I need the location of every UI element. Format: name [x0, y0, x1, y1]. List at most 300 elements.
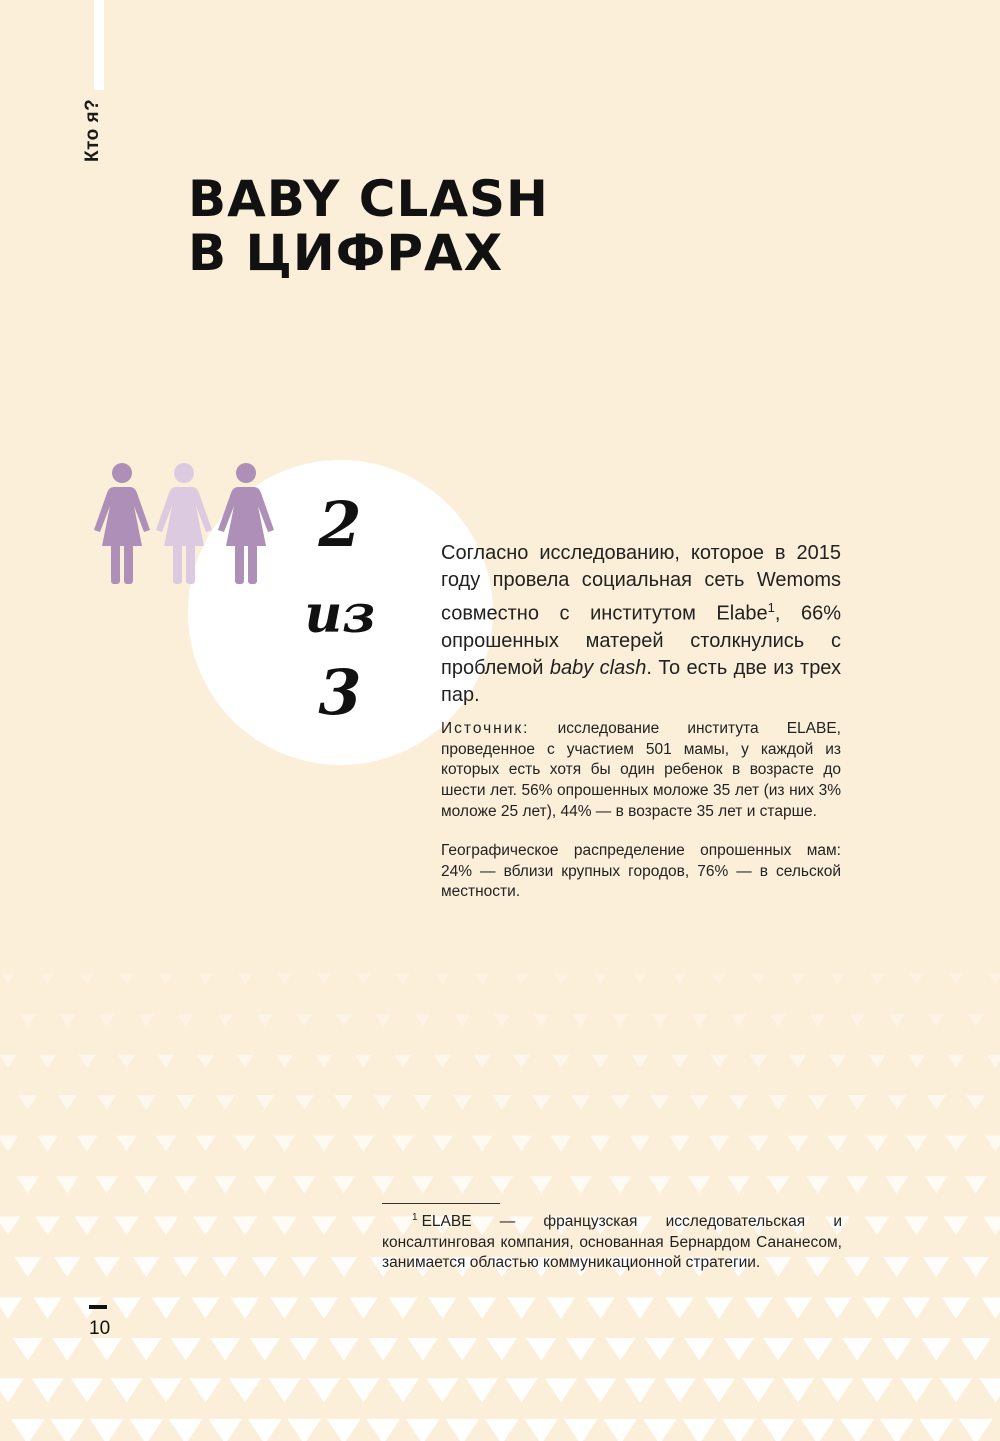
- pattern-triangle: [251, 1257, 278, 1277]
- pattern-triangle: [490, 1176, 513, 1193]
- pattern-triangle: [980, 1378, 1000, 1402]
- pattern-triangle: [690, 1095, 709, 1110]
- pattern-triangle: [671, 1055, 689, 1068]
- pattern-triangle: [295, 1095, 314, 1110]
- pattern-triangle: [547, 1297, 575, 1318]
- pattern-triangle: [507, 1297, 535, 1318]
- women-icons: [92, 462, 278, 586]
- pattern-triangle: [868, 1055, 886, 1068]
- pattern-triangle: [37, 1136, 58, 1152]
- pattern-triangle: [174, 1176, 197, 1193]
- pattern-triangle: [801, 1419, 835, 1441]
- pattern-triangle: [703, 1378, 735, 1402]
- pattern-triangle: [883, 1257, 910, 1277]
- pattern-triangle: [76, 1136, 97, 1152]
- pattern-triangle: [645, 1338, 675, 1361]
- page-number: 10: [89, 1318, 111, 1339]
- pattern-triangle: [138, 1014, 154, 1026]
- pattern-triangle: [454, 1014, 470, 1026]
- pattern-triangle: [374, 1095, 393, 1110]
- pattern-triangle: [989, 974, 1000, 985]
- pattern-triangle: [750, 1055, 768, 1068]
- pattern-triangle: [487, 1338, 517, 1361]
- page-number-bar: [89, 1305, 107, 1309]
- decorative-bar: [94, 0, 104, 90]
- pattern-triangle: [605, 1338, 635, 1361]
- pattern-triangle: [961, 1338, 991, 1361]
- pattern-triangle: [389, 1297, 417, 1318]
- pattern-triangle: [829, 1055, 847, 1068]
- pattern-triangle: [212, 1257, 239, 1277]
- pattern-triangle: [530, 1176, 553, 1193]
- pattern-triangle: [664, 1378, 696, 1402]
- pattern-triangle: [566, 1338, 596, 1361]
- pattern-triangle: [629, 1136, 650, 1152]
- pattern-triangle: [52, 1338, 82, 1361]
- pattern-triangle: [372, 1176, 395, 1193]
- pattern-triangle: [808, 1095, 827, 1110]
- pattern-triangle: [80, 974, 94, 985]
- pattern-triangle: [949, 974, 963, 985]
- pattern-triangle: [906, 1136, 927, 1152]
- pattern-triangle: [722, 1419, 756, 1441]
- pattern-triangle: [131, 1338, 161, 1361]
- pattern-triangle: [806, 1176, 829, 1193]
- source-paragraph: [441, 719, 841, 823]
- pattern-triangle: [885, 1176, 908, 1193]
- pattern-triangle: [178, 1014, 194, 1026]
- pattern-triangle: [966, 1095, 985, 1110]
- pattern-triangle: [234, 1136, 255, 1152]
- pattern-triangle: [97, 1095, 116, 1110]
- pattern-triangle: [114, 1217, 139, 1236]
- pattern-triangle: [959, 1419, 993, 1441]
- pattern-triangle: [761, 1419, 795, 1441]
- pattern-triangle: [13, 1338, 43, 1361]
- pattern-triangle: [120, 974, 134, 985]
- pattern-triangle: [665, 1297, 693, 1318]
- pattern-triangle: [0, 1378, 24, 1402]
- pattern-triangle: [229, 1378, 261, 1402]
- pattern-triangle: [413, 1095, 432, 1110]
- footnote-text: ELABE — французская исследовательская и консалтинговая компания, основанная Бернардом Сананесом, занимается областью коммуникационной стратегии.: [382, 1213, 842, 1272]
- pattern-triangle: [724, 1338, 754, 1361]
- pattern-triangle: [947, 1055, 965, 1068]
- pattern-triangle: [16, 1176, 39, 1193]
- pattern-triangle: [427, 1378, 459, 1402]
- pattern-triangle: [968, 1014, 984, 1026]
- pattern-triangle: [392, 1136, 413, 1152]
- pattern-triangle: [691, 1014, 707, 1026]
- pattern-triangle: [208, 1419, 242, 1441]
- pattern-triangle: [436, 974, 450, 985]
- pattern-triangle: [330, 1257, 357, 1277]
- pattern-triangle: [848, 1095, 867, 1110]
- pattern-triangle: [59, 1014, 75, 1026]
- pattern-triangle: [270, 1297, 298, 1318]
- pattern-triangle: [810, 1014, 826, 1026]
- pattern-triangle: [269, 1378, 301, 1402]
- pattern-triangle: [524, 1419, 558, 1441]
- pattern-triangle: [942, 1297, 970, 1318]
- pattern-triangle: [248, 1419, 282, 1441]
- pattern-triangle: [310, 1297, 338, 1318]
- pattern-triangle: [769, 1095, 788, 1110]
- pattern-triangle: [908, 1055, 926, 1068]
- pattern-triangle: [155, 1136, 176, 1152]
- stat-word-of: из: [304, 584, 376, 645]
- pattern-triangle: [231, 1297, 259, 1318]
- pattern-triangle: [803, 1338, 833, 1361]
- source-lead: Источник:: [441, 720, 530, 737]
- pattern-triangle: [171, 1338, 201, 1361]
- pattern-triangle: [849, 1014, 865, 1026]
- stat-number-three: 3: [318, 656, 362, 729]
- pattern-triangle: [1, 974, 15, 985]
- pattern-triangle: [434, 1055, 452, 1068]
- pattern-triangle: [708, 1136, 729, 1152]
- main-text-1: Согласно исследованию, которое в 2015 году провела социальная сеть Wemoms совместно с институтом Elabe: [441, 542, 841, 625]
- pattern-triangle: [71, 1378, 103, 1402]
- pattern-triangle: [92, 1338, 122, 1361]
- footnote-number: 1: [412, 1212, 418, 1223]
- pattern-triangle: [291, 1257, 318, 1277]
- pattern-triangle: [375, 1014, 391, 1026]
- pattern-triangle: [564, 1419, 598, 1441]
- pattern-triangle: [428, 1297, 456, 1318]
- pattern-triangle: [18, 1095, 37, 1110]
- pattern-triangle: [861, 1378, 893, 1402]
- pattern-triangle: [471, 1136, 492, 1152]
- pattern-triangle: [603, 1419, 637, 1441]
- pattern-triangle: [368, 1338, 398, 1361]
- pattern-triangle: [494, 1014, 510, 1026]
- pattern-triangle: [129, 1419, 163, 1441]
- pattern-triangle: [648, 1176, 671, 1193]
- pattern-triangle: [133, 1257, 160, 1277]
- pattern-triangle: [744, 1297, 772, 1318]
- pattern-triangle: [278, 974, 292, 985]
- pattern-triangle: [33, 1297, 61, 1318]
- pattern-triangle: [763, 1338, 793, 1361]
- pattern-triangle: [78, 1055, 96, 1068]
- pattern-triangle: [0, 1055, 17, 1068]
- main-paragraph: [441, 540, 841, 709]
- pattern-triangle: [308, 1378, 340, 1402]
- pattern-triangle: [511, 1136, 532, 1152]
- pattern-triangle: [492, 1095, 511, 1110]
- triangle-pattern: [0, 960, 1000, 1441]
- pattern-triangle: [787, 1136, 808, 1152]
- pattern-triangle: [727, 1176, 750, 1193]
- pattern-triangle: [0, 1217, 20, 1236]
- pattern-triangle: [334, 1095, 353, 1110]
- pattern-triangle: [987, 1055, 1000, 1068]
- pattern-triangle: [904, 1217, 929, 1236]
- pattern-triangle: [451, 1176, 474, 1193]
- pattern-triangle: [394, 1055, 412, 1068]
- pattern-triangle: [159, 974, 173, 985]
- pattern-triangle: [887, 1095, 906, 1110]
- pattern-triangle: [135, 1176, 158, 1193]
- pattern-triangle: [287, 1419, 321, 1441]
- pattern-triangle: [315, 1055, 333, 1068]
- pattern-triangle: [90, 1419, 124, 1441]
- pattern-triangle: [327, 1419, 361, 1441]
- pattern-triangle: [445, 1419, 479, 1441]
- pattern-triangle: [921, 1338, 951, 1361]
- pattern-triangle: [919, 1419, 953, 1441]
- pattern-triangle: [823, 1297, 851, 1318]
- pattern-triangle: [157, 1055, 175, 1068]
- pattern-triangle: [406, 1419, 440, 1441]
- pattern-triangle: [983, 1217, 1000, 1236]
- pattern-triangle: [545, 1378, 577, 1402]
- pattern-triangle: [32, 1378, 64, 1402]
- pattern-triangle: [550, 1136, 571, 1152]
- pattern-triangle: [866, 1136, 887, 1152]
- pattern-triangle: [846, 1176, 869, 1193]
- pattern-triangle: [923, 1257, 950, 1277]
- section-label: Кто я?: [82, 98, 103, 162]
- pattern-triangle: [118, 1055, 136, 1068]
- pattern-triangle: [633, 974, 647, 985]
- pattern-triangle: [652, 1014, 668, 1026]
- pattern-triangle: [233, 1217, 258, 1236]
- pattern-triangle: [928, 1014, 944, 1026]
- pattern-triangle: [612, 1014, 628, 1026]
- pattern-triangle: [313, 1136, 334, 1152]
- woman-icon: [218, 463, 274, 584]
- pattern-triangle: [366, 1419, 400, 1441]
- pattern-triangle: [253, 1176, 276, 1193]
- pattern-triangle: [353, 1136, 374, 1152]
- pattern-triangle: [289, 1338, 319, 1361]
- pattern-triangle: [195, 1136, 216, 1152]
- pattern-triangle: [357, 974, 371, 985]
- pattern-triangle: [822, 1378, 854, 1402]
- pattern-triangle: [611, 1095, 630, 1110]
- pattern-triangle: [782, 1378, 814, 1402]
- pattern-triangle: [571, 1095, 590, 1110]
- pattern-triangle: [408, 1338, 438, 1361]
- pattern-triangle: [789, 1055, 807, 1068]
- pattern-triangle: [889, 1014, 905, 1026]
- pattern-triangle: [590, 1136, 611, 1152]
- pattern-triangle: [748, 1136, 769, 1152]
- pattern-triangle: [415, 1014, 431, 1026]
- pattern-triangle: [56, 1176, 79, 1193]
- pattern-triangle: [554, 974, 568, 985]
- pattern-triangle: [453, 1095, 472, 1110]
- pattern-triangle: [673, 974, 687, 985]
- pattern-triangle: [137, 1095, 156, 1110]
- pattern-triangle: [0, 1136, 19, 1152]
- pattern-triangle: [791, 974, 805, 985]
- pattern-triangle: [351, 1217, 376, 1236]
- pattern-triangle: [927, 1095, 946, 1110]
- pattern-triangle: [569, 1176, 592, 1193]
- pattern-triangle: [468, 1297, 496, 1318]
- pattern-triangle: [210, 1338, 240, 1361]
- pattern-triangle: [844, 1257, 871, 1277]
- pattern-triangle: [41, 974, 55, 985]
- footnote-ref: 1: [767, 600, 775, 615]
- pattern-triangle: [197, 1055, 215, 1068]
- pattern-triangle: [93, 1257, 120, 1277]
- pattern-triangle: [705, 1297, 733, 1318]
- pattern-triangle: [585, 1378, 617, 1402]
- pattern-triangle: [684, 1338, 714, 1361]
- pattern-triangle: [831, 974, 845, 985]
- pattern-triangle: [312, 1217, 337, 1236]
- pattern-triangle: [592, 1055, 610, 1068]
- pattern-triangle: [485, 1419, 519, 1441]
- pattern-triangle: [902, 1297, 930, 1318]
- pattern-triangle: [293, 1176, 316, 1193]
- pattern-triangle: [743, 1378, 775, 1402]
- pattern-triangle: [172, 1257, 199, 1277]
- pattern-triangle: [54, 1257, 81, 1277]
- pattern-triangle: [50, 1419, 84, 1441]
- footnote-divider: [382, 1203, 500, 1204]
- pattern-triangle: [20, 1014, 36, 1026]
- pattern-triangle: [349, 1297, 377, 1318]
- pattern-triangle: [238, 974, 252, 985]
- pattern-triangle: [882, 1338, 912, 1361]
- pattern-triangle: [466, 1378, 498, 1402]
- pattern-triangle: [962, 1257, 989, 1277]
- pattern-triangle: [710, 1055, 728, 1068]
- pattern-triangle: [650, 1095, 669, 1110]
- pattern-triangle: [669, 1136, 690, 1152]
- pattern-triangle: [276, 1055, 294, 1068]
- pattern-triangle: [116, 1136, 137, 1152]
- pattern-triangle: [150, 1378, 182, 1402]
- pattern-triangle: [506, 1378, 538, 1402]
- pattern-triangle: [827, 1136, 848, 1152]
- pattern-triangle: [217, 1014, 233, 1026]
- title-line-1: BABY CLASH: [188, 170, 549, 228]
- pattern-triangle: [863, 1297, 891, 1318]
- woman-icon: [156, 463, 212, 584]
- pattern-triangle: [731, 1014, 747, 1026]
- pattern-triangle: [767, 1176, 790, 1193]
- pattern-triangle: [573, 1014, 589, 1026]
- pattern-triangle: [432, 1136, 453, 1152]
- pattern-triangle: [842, 1338, 872, 1361]
- pattern-triangle: [39, 1055, 57, 1068]
- pattern-triangle: [272, 1217, 297, 1236]
- pattern-triangle: [447, 1338, 477, 1361]
- main-text-3: . То есть две из трех пар.: [441, 656, 841, 706]
- pattern-triangle: [865, 1217, 890, 1236]
- pattern-triangle: [880, 1419, 914, 1441]
- pattern-triangle: [945, 1136, 966, 1152]
- pattern-triangle: [840, 1419, 874, 1441]
- footnote: [382, 1208, 842, 1274]
- pattern-triangle: [910, 974, 924, 985]
- pattern-triangle: [396, 974, 410, 985]
- pattern-triangle: [387, 1378, 419, 1402]
- pattern-triangle: [190, 1378, 222, 1402]
- page-title: [188, 172, 549, 280]
- pattern-triangle: [964, 1176, 987, 1193]
- pattern-triangle: [532, 1095, 551, 1110]
- pattern-triangle: [513, 1055, 531, 1068]
- pattern-triangle: [355, 1055, 373, 1068]
- pattern-triangle: [250, 1338, 280, 1361]
- pattern-triangle: [940, 1378, 972, 1402]
- pattern-triangle: [329, 1338, 359, 1361]
- pattern-triangle: [473, 1055, 491, 1068]
- stat-number-two: 2: [318, 488, 362, 561]
- pattern-triangle: [99, 1014, 115, 1026]
- pattern-triangle: [609, 1176, 632, 1193]
- pattern-triangle: [336, 1014, 352, 1026]
- title-line-2: В ЦИФРАХ: [188, 224, 504, 282]
- pattern-triangle: [624, 1378, 656, 1402]
- pattern-triangle: [152, 1297, 180, 1318]
- main-text-2: , 66% опрошенных матерей столкнулись с проблемой: [441, 602, 841, 679]
- pattern-triangle: [688, 1176, 711, 1193]
- pattern-triangle: [515, 974, 529, 985]
- pattern-triangle: [14, 1257, 41, 1277]
- main-text-italic: baby clash: [549, 656, 647, 679]
- pattern-triangle: [348, 1378, 380, 1402]
- pattern-triangle: [11, 1419, 45, 1441]
- pattern-triangle: [296, 1014, 312, 1026]
- pattern-triangle: [770, 1014, 786, 1026]
- pattern-triangle: [216, 1095, 235, 1110]
- pattern-triangle: [533, 1014, 549, 1026]
- pattern-triangle: [411, 1176, 434, 1193]
- pattern-triangle: [58, 1095, 77, 1110]
- pattern-triangle: [784, 1297, 812, 1318]
- pattern-triangle: [274, 1136, 295, 1152]
- pattern-triangle: [552, 1055, 570, 1068]
- pattern-triangle: [317, 974, 331, 985]
- pattern-triangle: [214, 1176, 237, 1193]
- pattern-triangle: [95, 1176, 118, 1193]
- pattern-triangle: [985, 1136, 1000, 1152]
- pattern-triangle: [112, 1297, 140, 1318]
- pattern-triangle: [925, 1176, 948, 1193]
- pattern-triangle: [154, 1217, 179, 1236]
- pattern-triangle: [169, 1419, 203, 1441]
- pattern-triangle: [643, 1419, 677, 1441]
- geography-paragraph: Географическое распределение опрошенных мам: 24% — вблизи крупных городов, 76% — в сельской местности.: [441, 842, 841, 901]
- pattern-triangle: [111, 1378, 143, 1402]
- pattern-triangle: [257, 1014, 273, 1026]
- pattern-triangle: [729, 1095, 748, 1110]
- pattern-triangle: [901, 1378, 933, 1402]
- pattern-triangle: [35, 1217, 60, 1236]
- pattern-triangle: [193, 1217, 218, 1236]
- pattern-triangle: [594, 974, 608, 985]
- pattern-triangle: [0, 1297, 22, 1318]
- pattern-triangle: [586, 1297, 614, 1318]
- pattern-triangle: [870, 974, 884, 985]
- pattern-triangle: [199, 974, 213, 985]
- pattern-triangle: [176, 1095, 195, 1110]
- pattern-triangle: [255, 1095, 274, 1110]
- pattern-triangle: [944, 1217, 969, 1236]
- pattern-triangle: [191, 1297, 219, 1318]
- pattern-triangle: [75, 1217, 100, 1236]
- pattern-triangle: [526, 1338, 556, 1361]
- source-text: исследование института ELABE, проведенное с участием 501 мамы, у каждой из которых есть хотя бы один ребенок в возрасте до шести лет. 56% опрошенных моложе 35 лет (из них 3% моложе 25 лет), 44% — в возрасте 35 лет и старше.: [441, 720, 841, 820]
